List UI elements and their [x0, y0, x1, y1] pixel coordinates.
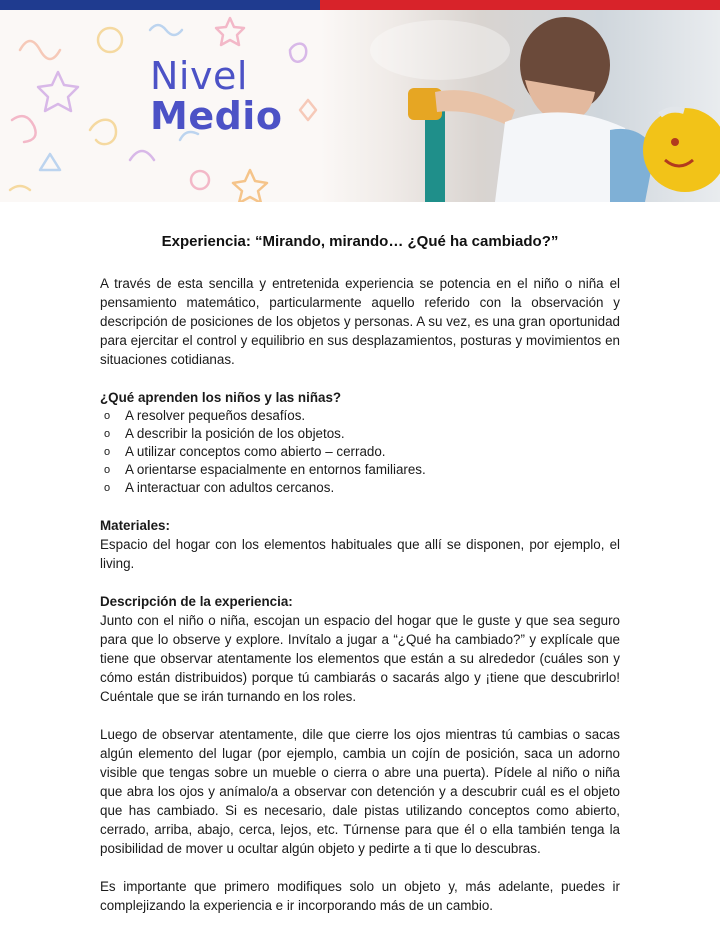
materials-heading: Materiales: — [100, 518, 170, 533]
list-item: o A utilizar conceptos como abierto – cerrado. — [104, 444, 386, 459]
intro-paragraph: A través de esta sencilla y entretenida experiencia se potencia en el niño o niña el pensamiento matemático, particularmente aquello referido con la observación y descripción de posiciones de los objetos y personas. A su vez, es una gran oportunidad para ejercitar el control y equilibrio en sus desplazamientos, posturas y movimientos en situaciones cotidianas. — [100, 276, 620, 367]
page-title: Experiencia: “Mirando, mirando… ¿Qué ha cambiado?” — [161, 233, 559, 250]
top-bar-blue-segment — [0, 0, 320, 10]
document-body — [100, 232, 620, 915]
bullet-circle-icon: o — [104, 464, 111, 476]
top-bar-red-segment — [320, 0, 720, 10]
bullet-circle-icon: o — [104, 410, 111, 422]
top-color-bar — [0, 0, 720, 10]
list-item: o A resolver pequeños desafíos. — [104, 408, 306, 423]
description-paragraph-3: Es importante que primero modifiques solo un objeto y, más adelante, puedes ir complejizando la experiencia e ir incorporando más de un cambio. — [100, 879, 620, 913]
child-photo — [320, 10, 720, 202]
header-banner — [0, 10, 720, 202]
nivel-medio-logo — [150, 56, 282, 136]
bullet-circle-icon: o — [104, 446, 111, 458]
description-heading: Descripción de la experiencia: — [100, 594, 293, 609]
materials-text: Espacio del hogar con los elementos habituales que allí se disponen, por ejemplo, el living. — [100, 537, 620, 571]
logo-line-medio: Medio — [150, 94, 283, 138]
learn-list — [100, 407, 620, 497]
description-paragraph-2: Luego de observar atentamente, dile que cierre los ojos mientras tú cambias o sacas algún elemento del lugar (por ejemplo, cambia un cojín de posición, saca un adorno visible que tengas sobre un mueble o cierra o abre una puerta). Pídele al niño o niña que abra los ojos y anímalo/a a observar con detención y a descubrir cuál es el objeto que has cambiado. Si es necesario, dale pistas utilizando conceptos como abierto, cerrado, arriba, abajo, cerca, lejos, etc. Túrnense para que él o ella también tenga la posibilidad de mover u ocultar algún objeto y pedirte a ti que lo descubras. — [100, 727, 620, 856]
list-item: o A interactuar con adultos cercanos. — [104, 480, 335, 495]
list-item: o A orientarse espacialmente en entornos familiares. — [104, 462, 426, 477]
learn-heading: ¿Qué aprenden los niños y las niñas? — [100, 390, 342, 405]
bullet-circle-icon: o — [104, 482, 111, 494]
bullet-circle-icon: o — [104, 428, 111, 440]
child-with-ball-illustration-icon — [320, 10, 720, 202]
description-paragraph-1: Junto con el niño o niña, escojan un espacio del hogar que le guste y que sea seguro para que lo observe y explore. Invítalo a jugar a “¿Qué ha cambiado?” y explícale que tiene que observar atentamente los elementos que están a su alrededor (cuáles son y cómo están distribuidos) porque tú cambiarás o sacarás algo y ¡tiene que descubrirlo! Cuéntale que se irán turnando en los roles. — [100, 613, 620, 704]
list-item: o A describir la posición de los objetos. — [104, 426, 345, 441]
logo-line-nivel: Nivel — [150, 54, 248, 98]
